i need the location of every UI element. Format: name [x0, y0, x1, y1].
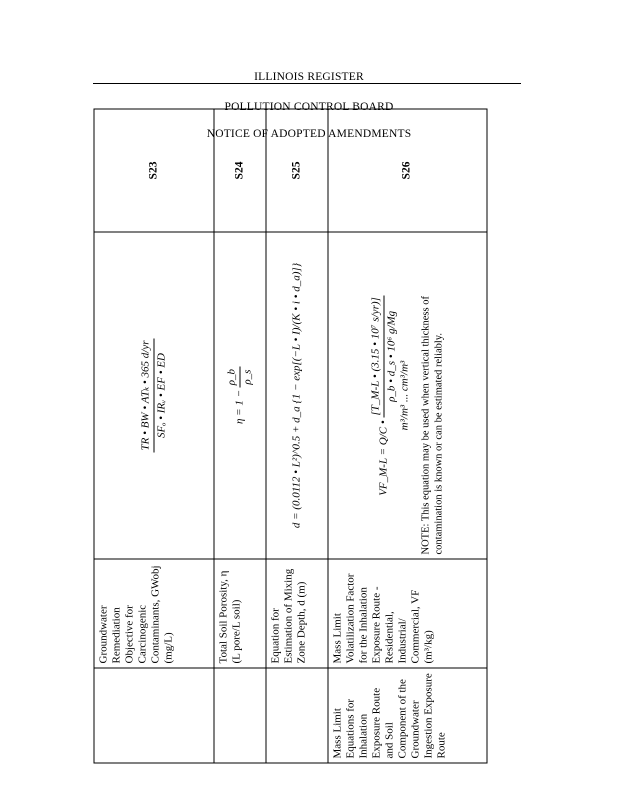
row-group-cell — [266, 668, 328, 763]
register-title: ILLINOIS REGISTER — [254, 71, 364, 83]
parameter-cell: Total Soil Porosity, η (L pore/L soil) — [214, 559, 266, 668]
equation-lhs: VF_M-L = — [377, 447, 390, 496]
equation-cell — [328, 232, 487, 559]
table-row — [214, 109, 266, 763]
equation-lhs: η = 1 − — [233, 389, 246, 425]
equation-fraction — [226, 367, 255, 387]
row-group-cell — [214, 668, 266, 763]
parameter-cell: Mass Limit Volatilization Factor for the Inhalation Exposure Route - Residential, Industrial/ Commercial, VF (m³/kg) — [328, 559, 487, 668]
equation-units: m³/m³ ... cm³/m³ — [398, 360, 411, 431]
equation-id: S24 — [214, 109, 266, 232]
equation-text: d = (0.0112 • L²)^0.5 + d_a {1 − exp[(−L • I)/(K • i • d_a)]} — [290, 262, 303, 529]
table-row — [266, 109, 328, 763]
equation-cell — [94, 232, 214, 559]
equation-fraction — [369, 295, 398, 417]
equation-id: S26 — [328, 109, 487, 232]
row-group-cell — [94, 668, 214, 763]
rotated-table — [94, 146, 487, 764]
equations-table — [94, 109, 488, 764]
equation-cell — [266, 232, 328, 559]
notice-title: NOTICE OF ADOPTED AMENDMENTS — [206, 128, 412, 140]
equation-numerator: TR • BW • ATₖ • 365 d/yr — [140, 339, 155, 453]
equation-factor: Q/C • — [377, 420, 390, 446]
equation-denominator: ρ_s — [241, 369, 254, 385]
equation-numerator: ρ_b — [226, 367, 241, 387]
table-row — [94, 109, 214, 763]
row-group-cell: Mass Limit Equations for Inhalation Exposure Route and Soil Component of the Groundwater Ingestion Exposure Route — [328, 668, 487, 763]
parameter-cell: Equation for Estimation of Mixing Zone Depth, d (m) — [266, 559, 328, 668]
equation-note: NOTE: This equation may be used when vertical thickness of contamination is known or can be estimated reliably. — [420, 296, 445, 555]
equation-id: S23 — [94, 109, 214, 232]
equation-cell — [214, 232, 266, 559]
header-rule — [93, 83, 521, 84]
equation-denominator: SFₒ • IRᵥ • EF • ED — [155, 353, 168, 438]
parameter-cell: Groundwater Remediation Objective for Carcinogenic Contaminants, GWobj (mg/L) — [94, 559, 214, 668]
equation-denominator: ρ_b • d_s • 10⁶ g/Mg — [385, 310, 398, 402]
table-row — [328, 109, 487, 763]
equations-table-frame — [93, 146, 486, 764]
equation-id: S25 — [266, 109, 328, 232]
equation-block — [369, 295, 411, 496]
equation-fraction — [140, 339, 169, 453]
equation-numerator: [T_M-L • (3.15 • 10⁷ s/yr)] — [369, 295, 384, 417]
board-title: POLLUTION CONTROL BOARD — [224, 101, 394, 113]
